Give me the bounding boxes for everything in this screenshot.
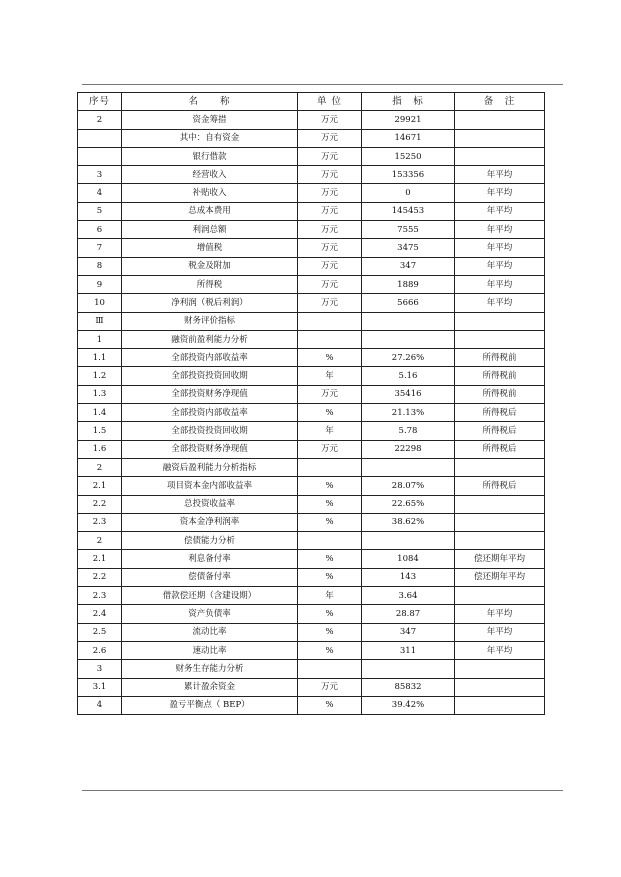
- cell-unit: %: [298, 495, 362, 513]
- cell-remark: 年平均: [455, 202, 545, 220]
- table-row: [78, 550, 545, 568]
- cell-index: 3.1: [78, 678, 122, 696]
- cell-unit: [298, 330, 362, 348]
- cell-name: 累计盈余资金: [122, 678, 298, 696]
- table-row: [78, 166, 545, 184]
- cell-value: 1889: [362, 275, 455, 293]
- header-name: 名 称: [122, 93, 298, 111]
- table-row: [78, 404, 545, 422]
- cell-name: 税金及附加: [122, 257, 298, 275]
- table-row: [78, 623, 545, 641]
- cell-name: 利息备付率: [122, 550, 298, 568]
- cell-remark: [455, 330, 545, 348]
- table-row: [78, 202, 545, 220]
- cell-unit: 万元: [298, 111, 362, 129]
- table-row: [78, 147, 545, 165]
- cell-unit: %: [298, 550, 362, 568]
- cell-unit: 万元: [298, 147, 362, 165]
- cell-index: 2.4: [78, 605, 122, 623]
- cell-name: 偿债备付率: [122, 568, 298, 586]
- cell-value: 145453: [362, 202, 455, 220]
- cell-name: 流动比率: [122, 623, 298, 641]
- cell-remark: 年平均: [455, 641, 545, 659]
- cell-value: 14671: [362, 129, 455, 147]
- table-row: [78, 440, 545, 458]
- cell-remark: 年平均: [455, 294, 545, 312]
- cell-remark: 年平均: [455, 605, 545, 623]
- cell-value: 38.62%: [362, 513, 455, 531]
- cell-unit: 万元: [298, 275, 362, 293]
- cell-index: 8: [78, 257, 122, 275]
- cell-value: [362, 330, 455, 348]
- cell-remark: [455, 129, 545, 147]
- cell-remark: [455, 495, 545, 513]
- table-row: [78, 184, 545, 202]
- table-row: [78, 678, 545, 696]
- cell-index: 5: [78, 202, 122, 220]
- header-remark: 备 注: [455, 93, 545, 111]
- cell-name: 偿债能力分析: [122, 532, 298, 550]
- cell-value: 29921: [362, 111, 455, 129]
- cell-remark: 年平均: [455, 239, 545, 257]
- cell-unit: 万元: [298, 129, 362, 147]
- cell-unit: 万元: [298, 294, 362, 312]
- financial-indicators-table: [77, 92, 545, 715]
- table-row: [78, 660, 545, 678]
- table-row: [78, 587, 545, 605]
- cell-index: 4: [78, 696, 122, 714]
- table-row: [78, 605, 545, 623]
- cell-index: 1.2: [78, 367, 122, 385]
- cell-unit: %: [298, 605, 362, 623]
- cell-name: 财务生存能力分析: [122, 660, 298, 678]
- cell-value: 21.13%: [362, 404, 455, 422]
- table-row: [78, 312, 545, 330]
- cell-name: 经营收入: [122, 166, 298, 184]
- cell-value: 1084: [362, 550, 455, 568]
- cell-index: 1.5: [78, 422, 122, 440]
- cell-value: 347: [362, 623, 455, 641]
- cell-remark: 所得税前: [455, 367, 545, 385]
- cell-index: 9: [78, 275, 122, 293]
- cell-name: 总成本费用: [122, 202, 298, 220]
- cell-index: 2.1: [78, 477, 122, 495]
- cell-value: 347: [362, 257, 455, 275]
- cell-value: 28.87: [362, 605, 455, 623]
- cell-index: 3: [78, 166, 122, 184]
- cell-value: 153356: [362, 166, 455, 184]
- cell-name: 全部投资投资回收期: [122, 422, 298, 440]
- cell-unit: %: [298, 349, 362, 367]
- cell-value: [362, 532, 455, 550]
- cell-index: 10: [78, 294, 122, 312]
- cell-remark: 偿还期年平均: [455, 568, 545, 586]
- cell-unit: 万元: [298, 385, 362, 403]
- cell-remark: [455, 696, 545, 714]
- cell-remark: 所得税后: [455, 477, 545, 495]
- cell-unit: 万元: [298, 678, 362, 696]
- cell-value: 0: [362, 184, 455, 202]
- cell-unit: 年: [298, 587, 362, 605]
- table-row: [78, 458, 545, 476]
- cell-value: 5.16: [362, 367, 455, 385]
- table-row: [78, 568, 545, 586]
- cell-name: 融资前盈利能力分析: [122, 330, 298, 348]
- cell-name: 所得税: [122, 275, 298, 293]
- cell-index: 3: [78, 660, 122, 678]
- header-rule: [82, 84, 563, 85]
- cell-index: Ⅲ: [78, 312, 122, 330]
- table-row: [78, 367, 545, 385]
- cell-name: 净利润（税后利润）: [122, 294, 298, 312]
- cell-remark: 所得税前: [455, 385, 545, 403]
- cell-value: 39.42%: [362, 696, 455, 714]
- cell-index: 2: [78, 532, 122, 550]
- cell-value: 28.07%: [362, 477, 455, 495]
- cell-remark: 所得税前: [455, 349, 545, 367]
- cell-unit: 年: [298, 367, 362, 385]
- cell-name: 全部投资内部收益率: [122, 404, 298, 422]
- cell-name: 其中：自有资金: [122, 129, 298, 147]
- cell-value: 143: [362, 568, 455, 586]
- cell-name: 全部投资财务净现值: [122, 385, 298, 403]
- cell-remark: 年平均: [455, 257, 545, 275]
- cell-index: 6: [78, 221, 122, 239]
- cell-name: 资产负债率: [122, 605, 298, 623]
- cell-value: [362, 660, 455, 678]
- table-row: [78, 330, 545, 348]
- cell-index: 2.2: [78, 568, 122, 586]
- cell-name: 借款偿还期（含建设期）: [122, 587, 298, 605]
- cell-unit: 万元: [298, 239, 362, 257]
- cell-name: 增值税: [122, 239, 298, 257]
- cell-index: 2.6: [78, 641, 122, 659]
- cell-value: 27.26%: [362, 349, 455, 367]
- cell-remark: [455, 587, 545, 605]
- cell-index: 1.3: [78, 385, 122, 403]
- table-row: [78, 532, 545, 550]
- cell-name: 总投资收益率: [122, 495, 298, 513]
- footer-rule: [82, 790, 563, 791]
- table-row: [78, 221, 545, 239]
- cell-index: 2.3: [78, 587, 122, 605]
- cell-index: 2.5: [78, 623, 122, 641]
- cell-unit: %: [298, 404, 362, 422]
- table-row: [78, 422, 545, 440]
- cell-unit: [298, 532, 362, 550]
- cell-value: 311: [362, 641, 455, 659]
- cell-value: 5666: [362, 294, 455, 312]
- cell-unit: 年: [298, 422, 362, 440]
- cell-unit: %: [298, 477, 362, 495]
- table-row: [78, 641, 545, 659]
- cell-unit: %: [298, 568, 362, 586]
- cell-index: 2.3: [78, 513, 122, 531]
- cell-unit: %: [298, 641, 362, 659]
- header-value: 指 标: [362, 93, 455, 111]
- cell-unit: 万元: [298, 440, 362, 458]
- cell-name: 资本金净利润率: [122, 513, 298, 531]
- cell-remark: 年平均: [455, 623, 545, 641]
- table-row: [78, 349, 545, 367]
- cell-value: 85832: [362, 678, 455, 696]
- cell-name: 利润总额: [122, 221, 298, 239]
- cell-remark: [455, 532, 545, 550]
- cell-value: 22298: [362, 440, 455, 458]
- cell-unit: 万元: [298, 184, 362, 202]
- cell-index: 2: [78, 111, 122, 129]
- cell-index: [78, 147, 122, 165]
- cell-index: 1.6: [78, 440, 122, 458]
- cell-unit: 万元: [298, 202, 362, 220]
- cell-index: 7: [78, 239, 122, 257]
- cell-value: 3475: [362, 239, 455, 257]
- table-row: [78, 239, 545, 257]
- cell-remark: 偿还期年平均: [455, 550, 545, 568]
- cell-name: 全部投资财务净现值: [122, 440, 298, 458]
- cell-remark: 年平均: [455, 184, 545, 202]
- cell-remark: 年平均: [455, 275, 545, 293]
- cell-index: 1.1: [78, 349, 122, 367]
- header-index: 序号: [78, 93, 122, 111]
- cell-value: 22.65%: [362, 495, 455, 513]
- table-row: [78, 513, 545, 531]
- cell-remark: 年平均: [455, 221, 545, 239]
- cell-unit: [298, 660, 362, 678]
- cell-remark: [455, 111, 545, 129]
- table-row: [78, 275, 545, 293]
- cell-remark: [455, 678, 545, 696]
- cell-unit: %: [298, 696, 362, 714]
- table-row: [78, 385, 545, 403]
- cell-name: 补贴收入: [122, 184, 298, 202]
- cell-name: 资金筹措: [122, 111, 298, 129]
- table-header-row: [78, 93, 545, 111]
- table-row: [78, 111, 545, 129]
- cell-unit: 万元: [298, 221, 362, 239]
- table-body: [78, 111, 545, 715]
- cell-unit: %: [298, 513, 362, 531]
- table-row: [78, 257, 545, 275]
- cell-name: 财务评价指标: [122, 312, 298, 330]
- cell-unit: [298, 312, 362, 330]
- header-unit: 单 位: [298, 93, 362, 111]
- cell-name: 盈亏平衡点（ BEP）: [122, 696, 298, 714]
- cell-value: 35416: [362, 385, 455, 403]
- cell-remark: [455, 513, 545, 531]
- cell-index: 2.2: [78, 495, 122, 513]
- cell-remark: 所得税后: [455, 404, 545, 422]
- cell-index: 1.4: [78, 404, 122, 422]
- cell-name: 全部投资内部收益率: [122, 349, 298, 367]
- cell-index: 4: [78, 184, 122, 202]
- cell-name: 项目资本金内部收益率: [122, 477, 298, 495]
- cell-name: 全部投资投资回收期: [122, 367, 298, 385]
- cell-remark: 所得税后: [455, 422, 545, 440]
- cell-unit: [298, 458, 362, 476]
- cell-index: [78, 129, 122, 147]
- cell-name: 融资后盈利能力分析指标: [122, 458, 298, 476]
- cell-unit: 万元: [298, 257, 362, 275]
- cell-remark: [455, 147, 545, 165]
- table-row: [78, 696, 545, 714]
- cell-name: 速动比率: [122, 641, 298, 659]
- table-row: [78, 129, 545, 147]
- cell-index: 2: [78, 458, 122, 476]
- cell-value: [362, 458, 455, 476]
- cell-remark: 年平均: [455, 166, 545, 184]
- cell-value: [362, 312, 455, 330]
- cell-unit: 万元: [298, 166, 362, 184]
- cell-unit: %: [298, 623, 362, 641]
- cell-value: 15250: [362, 147, 455, 165]
- cell-remark: [455, 312, 545, 330]
- cell-remark: [455, 660, 545, 678]
- table-row: [78, 495, 545, 513]
- cell-value: 7555: [362, 221, 455, 239]
- cell-remark: 所得税后: [455, 440, 545, 458]
- table-row: [78, 477, 545, 495]
- cell-index: 1: [78, 330, 122, 348]
- cell-index: 2.1: [78, 550, 122, 568]
- table-row: [78, 294, 545, 312]
- cell-name: 银行借款: [122, 147, 298, 165]
- cell-value: 3.64: [362, 587, 455, 605]
- cell-remark: [455, 458, 545, 476]
- cell-value: 5.78: [362, 422, 455, 440]
